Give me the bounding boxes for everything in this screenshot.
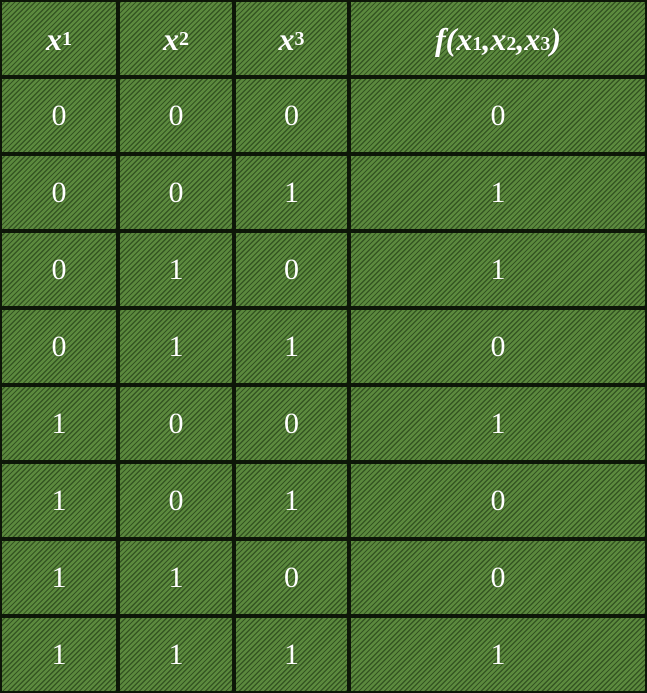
table-cell: 0 bbox=[349, 462, 647, 539]
function-arg1-var: x bbox=[456, 20, 473, 57]
function-sep1: , bbox=[482, 20, 491, 57]
table-cell: 1 bbox=[118, 231, 234, 308]
table-cell: 1 bbox=[0, 539, 118, 616]
function-sep2: , bbox=[516, 20, 525, 57]
table-cell: 0 bbox=[0, 154, 118, 231]
table-cell: 1 bbox=[349, 231, 647, 308]
table-cell: 0 bbox=[118, 77, 234, 154]
table-cell: 1 bbox=[349, 385, 647, 462]
function-name: f( bbox=[435, 20, 457, 57]
table-cell: 0 bbox=[349, 308, 647, 385]
table-cell: 0 bbox=[0, 231, 118, 308]
table-cell: 0 bbox=[234, 539, 349, 616]
header-x3-var: x bbox=[278, 20, 295, 57]
function-arg3-var: x bbox=[524, 20, 541, 57]
table-cell: 1 bbox=[234, 616, 349, 693]
table-cell: 1 bbox=[234, 462, 349, 539]
table-cell: 0 bbox=[234, 77, 349, 154]
table-cell: 1 bbox=[0, 462, 118, 539]
table-cell: 0 bbox=[118, 385, 234, 462]
table-cell: 0 bbox=[349, 77, 647, 154]
function-arg2-var: x bbox=[490, 20, 507, 57]
header-x3: x 3 bbox=[234, 0, 349, 77]
table-cell: 1 bbox=[118, 616, 234, 693]
table-cell: 0 bbox=[118, 154, 234, 231]
table-cell: 0 bbox=[349, 539, 647, 616]
table-cell: 0 bbox=[0, 308, 118, 385]
table-cell: 0 bbox=[118, 462, 234, 539]
function-expression: f( x 1 , x 2 , x 3 ) bbox=[435, 20, 561, 57]
table-cell: 1 bbox=[0, 616, 118, 693]
table-cell: 0 bbox=[234, 231, 349, 308]
header-x1: x 1 bbox=[0, 0, 118, 77]
table-cell: 1 bbox=[118, 308, 234, 385]
header-x2-var: x bbox=[163, 20, 179, 57]
function-close: ) bbox=[550, 20, 561, 57]
table-cell: 1 bbox=[349, 616, 647, 693]
table-cell: 1 bbox=[234, 154, 349, 231]
table-cell: 0 bbox=[234, 385, 349, 462]
header-function bbox=[349, 0, 647, 77]
table-cell: 1 bbox=[234, 308, 349, 385]
table-cell: 1 bbox=[349, 154, 647, 231]
header-x1-var: x bbox=[46, 20, 62, 57]
header-x2: x 2 bbox=[118, 0, 234, 77]
table-cell: 1 bbox=[0, 385, 118, 462]
table-cell: 1 bbox=[118, 539, 234, 616]
table-cell: 0 bbox=[0, 77, 118, 154]
